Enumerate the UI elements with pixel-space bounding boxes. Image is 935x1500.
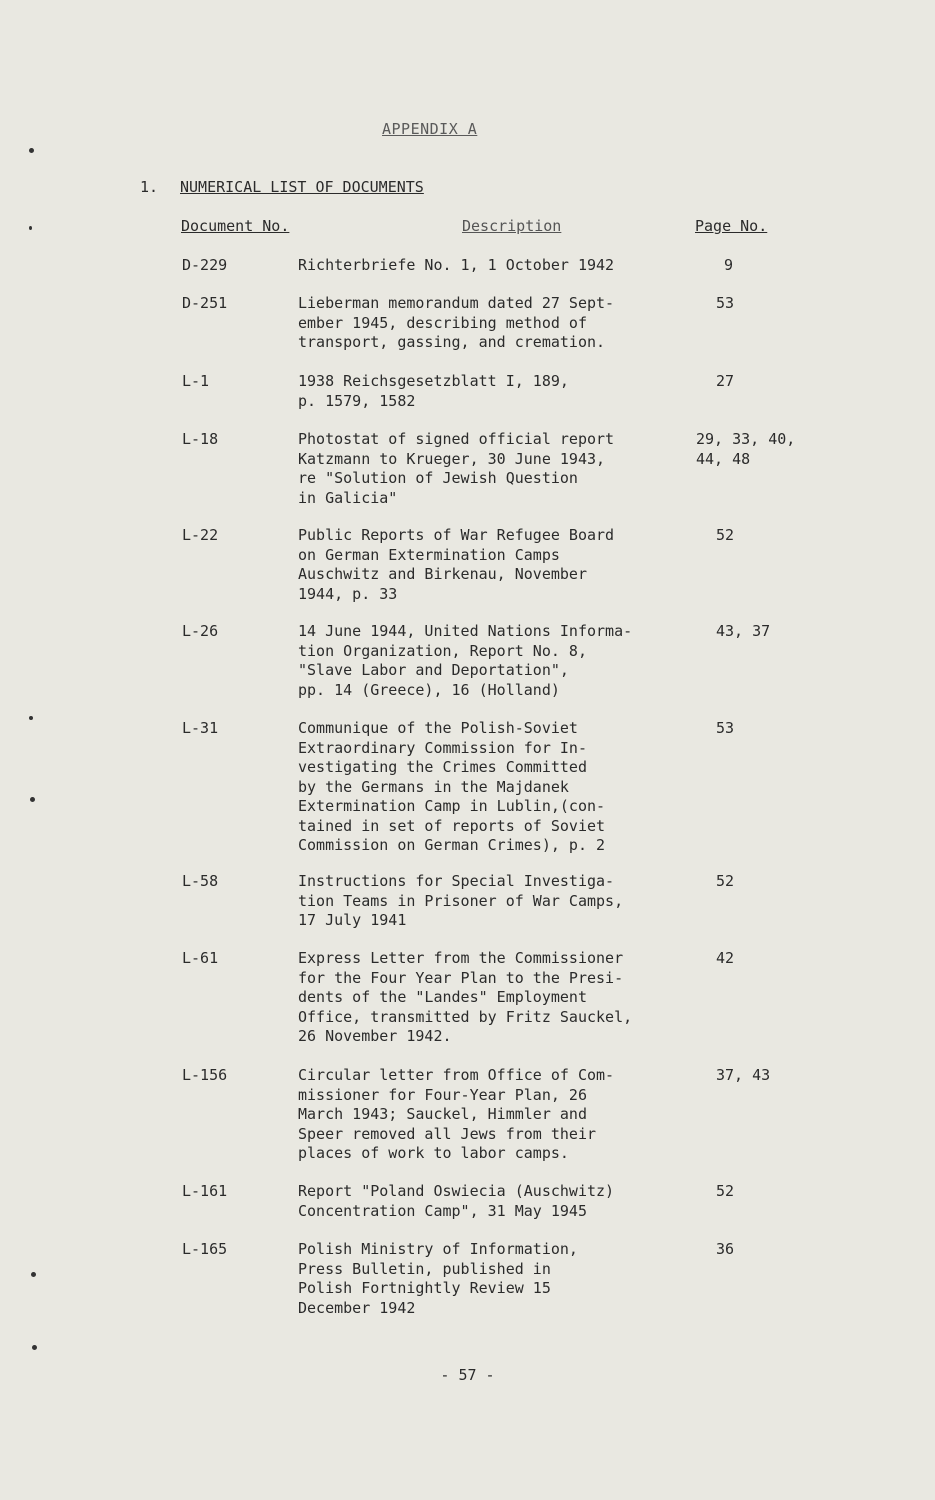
document-description: Richterbriefe No. 1, 1 October 1942 [298, 256, 615, 274]
appendix-title: APPENDIX A [382, 120, 478, 138]
binding-hole-mark [29, 716, 33, 720]
document-number: L-31 [182, 719, 219, 737]
page-numbers: 29, 33, 40, 44, 48 [696, 430, 796, 468]
section-heading [140, 178, 424, 196]
document-number: L-165 [182, 1240, 228, 1258]
document-number: L-156 [182, 1066, 228, 1084]
page-numbers: 42 [716, 949, 735, 967]
page-numbers: 52 [716, 1182, 735, 1200]
document-description: Polish Ministry of Information, Press Bulletin, published in Polish Fortnightly Review 15 December 1942 [298, 1240, 578, 1317]
binding-hole-mark [31, 1272, 36, 1277]
document-description: Communique of the Polish-Soviet Extraordinary Commission for In- vestigating the Crimes Committed by the Germans in the Majdanek Extermination Camp in Lublin,(con- tained in set of reports of Soviet Commission on German Crimes), p. 2 [298, 719, 606, 854]
document-number: L-61 [182, 949, 219, 967]
page-number-footer: - 57 - [440, 1366, 495, 1384]
document-description: Circular letter from Office of Com- missioner for Four-Year Plan, 26 March 1943; Sauckel, Himmler and Speer removed all Jews from their places of work to labor camps. [298, 1066, 615, 1162]
document-description: 1938 Reichsgesetzblatt I, 189, p. 1579, 1582 [298, 372, 569, 410]
document-number: D-251 [182, 294, 228, 312]
page-numbers: 36 [716, 1240, 735, 1258]
document-number: L-58 [182, 872, 219, 890]
page-numbers: 9 [724, 256, 734, 274]
page-numbers: 52 [716, 526, 735, 544]
document-description: Instructions for Special Investiga- tion Teams in Prisoner of War Camps, 17 July 1941 [298, 872, 624, 929]
binding-hole-mark [29, 226, 32, 230]
page-numbers: 27 [716, 372, 735, 390]
document-number: L-18 [182, 430, 219, 448]
section-number: 1. [140, 178, 159, 196]
document-description: 14 June 1944, United Nations Informa- tion Organization, Report No. 8, "Slave Labor and Deportation", pp. 14 (Greece), 16 (Holland) [298, 622, 633, 699]
column-header-description: Description [462, 217, 562, 235]
column-header-document: Document No. [181, 217, 290, 235]
column-header-page: Page No. [695, 217, 768, 235]
page-numbers: 53 [716, 719, 735, 737]
document-number: L-1 [182, 372, 210, 390]
page-numbers: 52 [716, 872, 735, 890]
section-title: NUMERICAL LIST OF DOCUMENTS [180, 178, 424, 196]
binding-hole-mark [29, 148, 34, 153]
binding-hole-mark [32, 1345, 37, 1350]
document-description: Express Letter from the Commissioner for the Four Year Plan to the Presi- dents of the "Landes" Employment Office, transmitted by Fritz Sauckel, 26 November 1942. [298, 949, 633, 1045]
binding-hole-mark [30, 797, 35, 802]
document-number: L-22 [182, 526, 219, 544]
document-description: Public Reports of War Refugee Board on German Extermination Camps Auschwitz and Birkenau, November 1944, p. 33 [298, 526, 615, 603]
page-numbers: 43, 37 [716, 622, 771, 640]
document-description: Lieberman memorandum dated 27 Sept- ember 1945, describing method of transport, gassing, and cremation. [298, 294, 615, 351]
document-number: L-161 [182, 1182, 228, 1200]
document-description: Photostat of signed official report Katzmann to Krueger, 30 June 1943, re "Solution of Jewish Question in Galicia" [298, 430, 615, 507]
page-numbers: 37, 43 [716, 1066, 771, 1084]
document-number: L-26 [182, 622, 219, 640]
page-numbers: 53 [716, 294, 735, 312]
document-number: D-229 [182, 256, 228, 274]
document-description: Report "Poland Oswiecia (Auschwitz) Concentration Camp", 31 May 1945 [298, 1182, 615, 1220]
